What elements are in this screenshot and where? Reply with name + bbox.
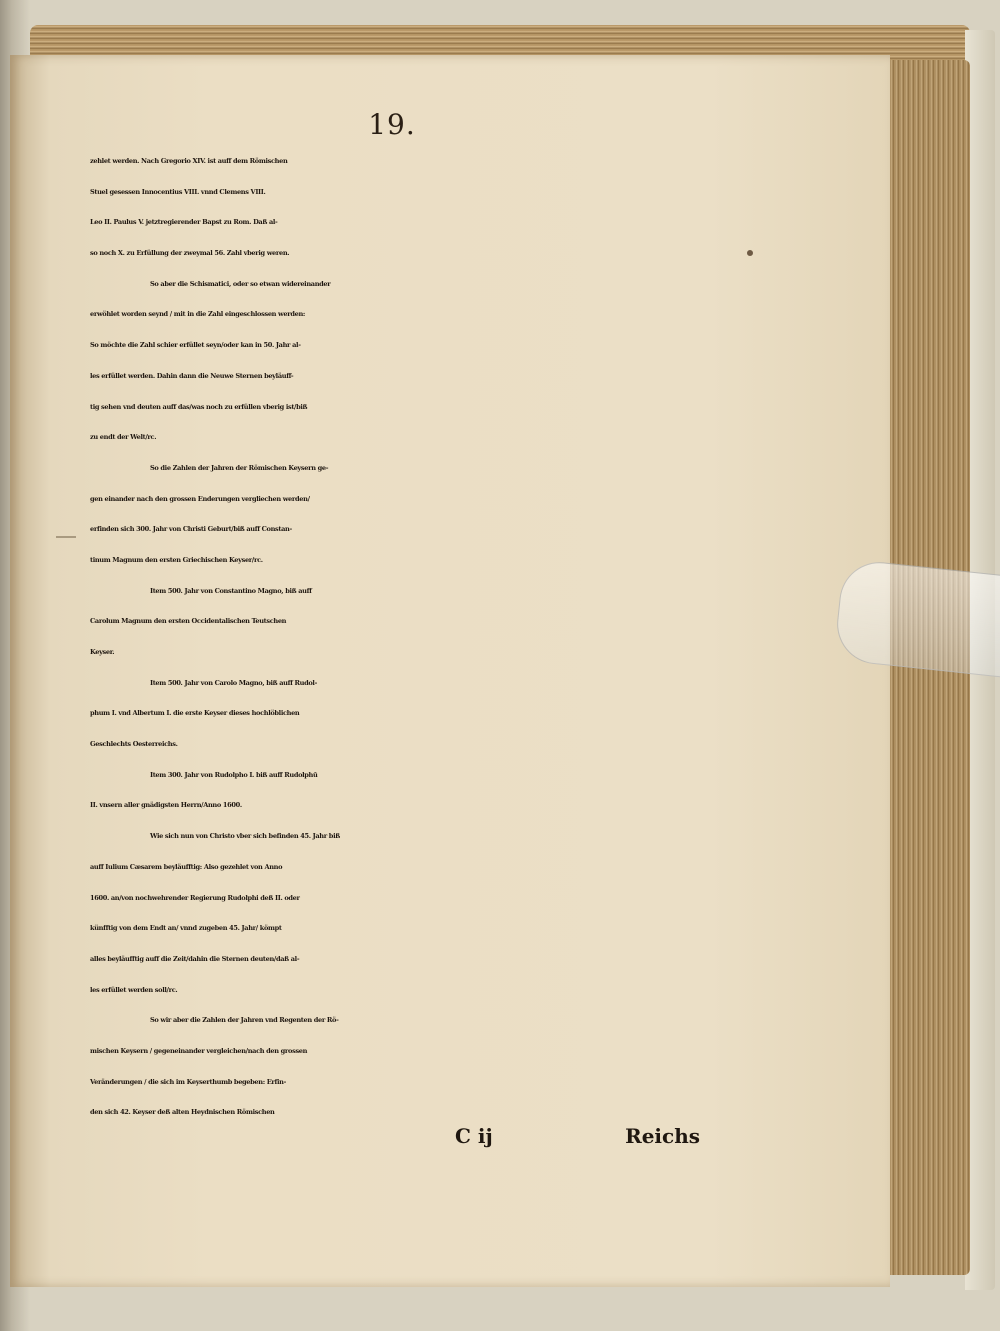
text-line: so noch X. zu Erfüllung der zweymal 56. Zahl vberig weren. [90, 249, 290, 258]
text-line: So möchte die Zahl schier erfüllet seyn/oder kan in 50. Jahr al- [90, 341, 301, 350]
text-line: So aber die Schismatici, oder so etwan widereinander [150, 279, 331, 288]
text-line: Leo II. Paulus V. jetztregierender Bapst zu Rom. Daß al- [90, 218, 278, 227]
text-line: Carolum Magnum den ersten Occidentalischen Teutschen [90, 617, 287, 626]
text-line: zehlet werden. Nach Gregorio XIV. ist auff dem Römischen [90, 157, 288, 165]
page-footer [90, 1124, 700, 1158]
signature-mark: C ij [455, 1124, 493, 1148]
text-line: Wie sich nun von Christo vber sich befinden 45. Jahr biß [150, 832, 340, 841]
text-line: Item 300. Jahr von Rudolpho I. biß auff Rudolphū [150, 770, 318, 779]
page-number: 19. [368, 108, 416, 141]
text-line: phum I. vnd Albertum I. die erste Keyser dieses hochlöblichen [90, 709, 300, 718]
text-line: Item 500. Jahr von Carolo Magno, biß auff Rudol- [150, 678, 317, 687]
text-line: Veränderungen / die sich im Keyserthumb begeben: Erfin- [90, 1077, 286, 1086]
margin-mark [56, 536, 76, 538]
text-line: les erfüllet werden. Dahin dann die Neuwe Sternen beyläuff- [90, 371, 294, 380]
catchword: Reichs [625, 1124, 700, 1148]
text-line: Geschlechts Oesterreichs. [90, 740, 178, 749]
text-line: So wir aber die Zahlen der Jahren vnd Regenten der Rö- [150, 1016, 339, 1025]
text-body [90, 146, 720, 1128]
text-line: erfinden sich 300. Jahr von Christi Geburt/biß auff Constan- [90, 525, 292, 534]
ink-spot [747, 250, 753, 256]
text-line: auff Iulium Cæsarem beyläufftig: Also gezehlet von Anno [90, 862, 283, 871]
text-line: Stuel gesessen Innocentius VIII. vnnd Clemens VIII. [90, 187, 266, 196]
text-line: den sich 42. Keyser deß alten Heydnischen Römischen [90, 1108, 275, 1117]
text-line: zu endt der Welt/rc. [90, 433, 157, 442]
text-line: gen einander nach den grossen Enderungen vergliechen werden/ [90, 494, 310, 503]
text-line: 1600. an/von nochwehrender Regierung Rudolphi deß II. oder [90, 893, 300, 902]
text-line: tig sehen vnd deuten auff das/was noch zu erfüllen vberig ist/biß [90, 402, 308, 411]
text-line: Keyser. [90, 648, 115, 656]
text-line: alles beyläufftig auff die Zeit/dahin die Sternen deuten/daß al- [90, 954, 300, 963]
text-line: erwöhlet worden seynd / mit in die Zahl eingeschlossen werden: [90, 310, 305, 319]
text-line: II. vnsern aller gnädigsten Herrn/Anno 1600. [90, 801, 242, 810]
text-line: tinum Magnum den ersten Griechischen Keyser/rc. [90, 555, 263, 564]
text-line: künfftig von dem Endt an/ vnnd zugeben 45. Jahr/ kömpt [90, 924, 282, 933]
text-line: Item 500. Jahr von Constantino Magno, biß auff [150, 586, 312, 595]
text-line: mischen Keysern / gegeneinander vergleichen/nach den grossen [90, 1046, 308, 1055]
text-line: So die Zahlen der Jahren der Römischen Keysern ge- [150, 463, 329, 472]
text-line: les erfüllet werden soll/rc. [90, 985, 178, 994]
